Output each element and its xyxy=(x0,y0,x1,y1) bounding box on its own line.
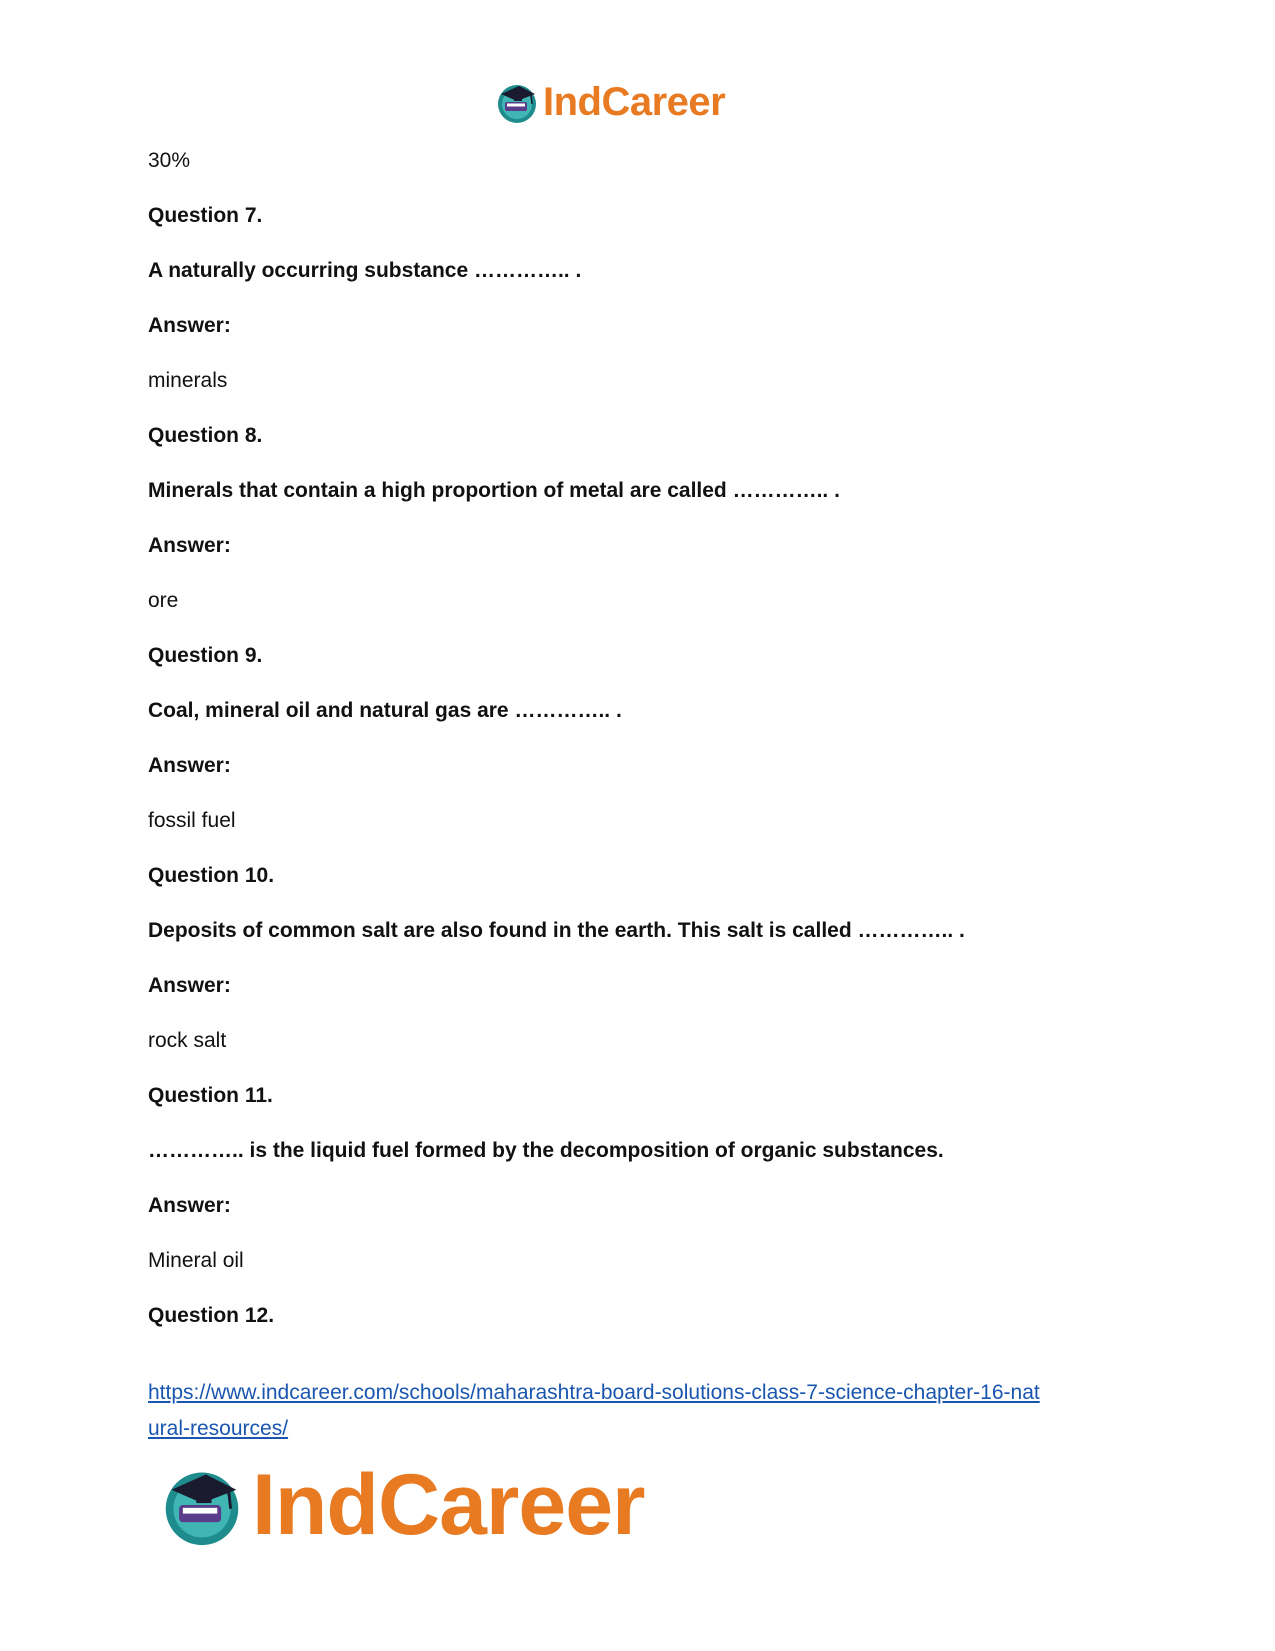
graduation-globe-icon xyxy=(160,1463,244,1547)
question-text: Coal, mineral oil and natural gas are ………….. . xyxy=(148,699,622,722)
question-number: Question 9. xyxy=(148,644,263,667)
logo-text: IndCareer xyxy=(543,79,726,124)
answer-text: 30% xyxy=(148,149,191,172)
answer-text: ore xyxy=(148,589,179,612)
answer-text: minerals xyxy=(148,369,228,392)
question-text: A naturally occurring substance ………….. . xyxy=(148,259,582,282)
document-body xyxy=(148,146,1148,1356)
question-text: Minerals that contain a high proportion of metal are called ………….. . xyxy=(148,479,840,502)
question-number: Question 7. xyxy=(148,204,263,227)
answer-label: Answer: xyxy=(148,754,231,777)
answer-label: Answer: xyxy=(148,974,231,997)
question-number: Question 8. xyxy=(148,424,263,447)
answer-text: rock salt xyxy=(148,1029,227,1052)
answer-label: Answer: xyxy=(148,534,231,557)
graduation-globe-icon xyxy=(495,80,539,124)
header-logo xyxy=(495,78,725,126)
question-number: Question 12. xyxy=(148,1304,275,1327)
footer-logo xyxy=(160,1456,645,1553)
source-link-line-2[interactable]: ural-resources/ xyxy=(148,1417,289,1440)
answer-label: Answer: xyxy=(148,1194,231,1217)
source-link[interactable] xyxy=(148,1375,1148,1447)
answer-text: fossil fuel xyxy=(148,809,236,832)
source-link-line-1[interactable]: https://www.indcareer.com/schools/maharashtra-board-solutions-class-7-science-chapter-16-nat xyxy=(148,1381,1040,1404)
answer-label: Answer: xyxy=(148,314,231,337)
question-number: Question 11. xyxy=(148,1084,273,1107)
question-number: Question 10. xyxy=(148,864,275,887)
logo-text: IndCareer xyxy=(252,1456,645,1553)
question-text: Deposits of common salt are also found in the earth. This salt is called ………….. . xyxy=(148,919,965,942)
question-text: ………….. is the liquid fuel formed by the decomposition of organic substances. xyxy=(148,1139,944,1162)
answer-text: Mineral oil xyxy=(148,1249,244,1272)
